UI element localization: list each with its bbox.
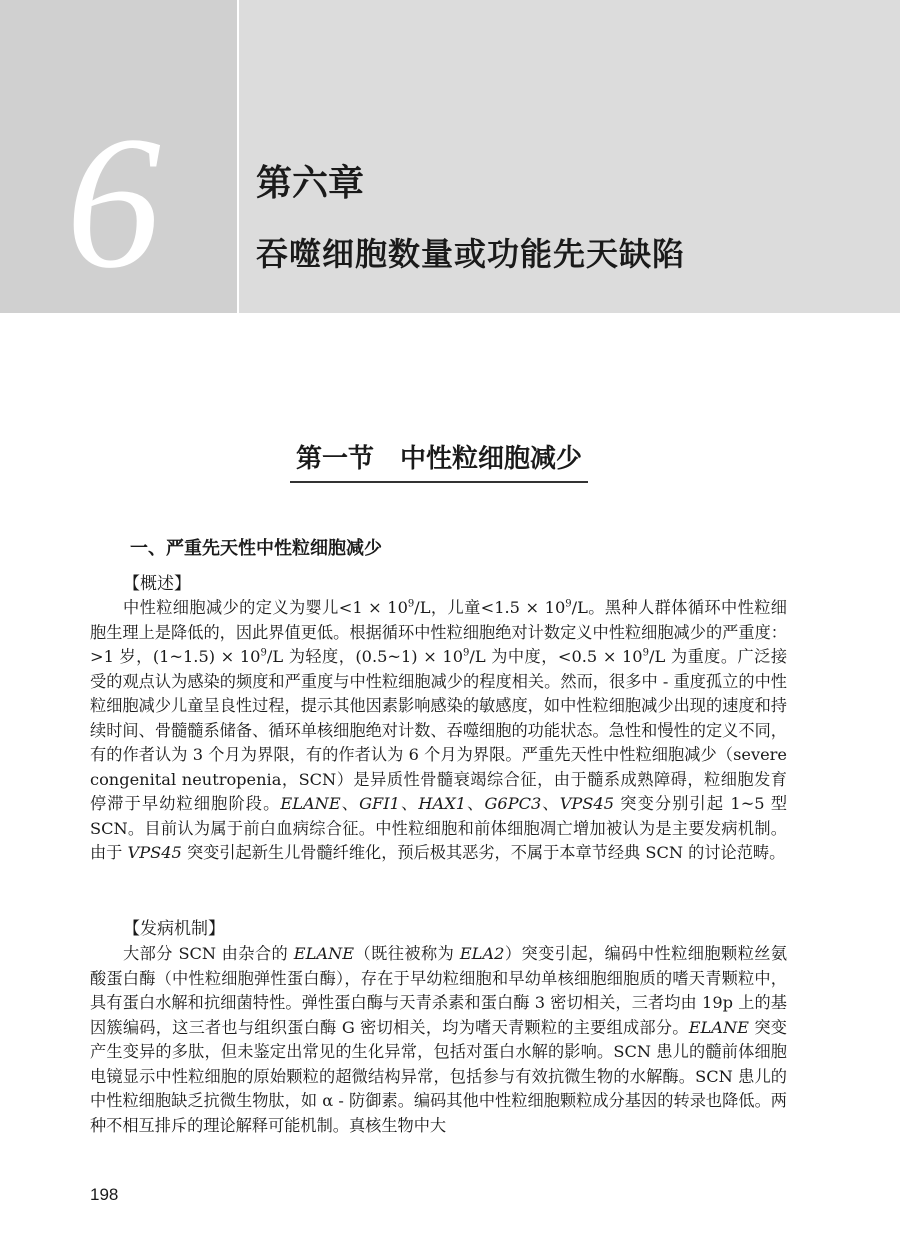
pathogenesis-heading: 【发病机制】 [123,919,225,939]
chapter-title: 吞噬细胞数量或功能先天缺陷 [256,235,686,273]
pathogenesis-paragraph: 大部分 SCN 由杂合的 ELANE（既往被称为 ELA2）突变引起，编码中性粒细胞颗粒丝氨酸蛋白酶（中性粒细胞弹性蛋白酶），存在于早幼粒细胞和早幼单核细胞细胞质的嗜天青颗粒中，具有蛋白水解和抗细菌特性。弹性蛋白酶与天青杀素和蛋白酶 3 密切相关，三者均由 19p 上的基因簇编码，这三者也与组织蛋白酶 G 密切相关，均为嗜天青颗粒的主要组成部分。ELANE 突变产生变异的多肽，但未鉴定出常见的生化异常，包括对蛋白水解的影响。SCN 患儿的髓前体细胞电镜显示中性粒细胞的原始颗粒的超微结构异常，包括参与有效抗微生物的水解酶。SCN 患儿的中性粒细胞缺乏抗微生物肽，如 α - 防御素。编码其他中性粒细胞颗粒成分基因的转录也降低。两种不相互排斥的理论解释可能机制。真核生物中大 [90,944,788,1135]
chapter-label: 第六章 [256,163,365,204]
overview-paragraph: 中性粒细胞减少的定义为婴儿$<1 \times 10^9/L$，儿童$<1.5 \times 10^9/L$。黑种人群体循环中性粒细胞生理上是降低的，因此界值更低。根据循环中性粒细胞绝对计数定义中性粒细胞减少的严重度：>1 岁，(1~1.5) × $10^9/L$ 为轻度，(0.5~1) × $10^9/L$ 为中度，$<0.5 \times 10^9/L$ 为重度。广泛接受的观点认为感染的频度和严重度与中性粒细胞减少的程度相关。然而，很多中 - 重度孤立的中性粒细胞减少儿童呈良性过程，提示其他因素影响感染的敏感度，如中性粒细胞减少出现的速度和持续时间、骨髓髓系储备、循环单核细胞绝对计数、吞噬细胞的功能状态。急性和慢性的定义不同，有的作者认为 3 个月为界限，有的作者认为 6 个月为界限。严重先天性中性粒细胞减少（severe congenital neutropenia，SCN）是异质性骨髓衰竭综合征，由于髓系成熟障碍，粒细胞发育停滞于早幼粒细胞阶段。ELANE、GFI1、HAX1、G6PC3、VPS45 突变分别引起 1~5 型 SCN。目前认为属于前白血病综合征。中性粒细胞和前体细胞凋亡增加被认为是主要发病机制。由于 VPS45 突变引起新生儿骨髓纤维化，预后极其恶劣，不属于本章节经典 SCN 的讨论范畴。 [90,598,788,862]
subsection-title: 一、严重先天性中性粒细胞减少 [130,538,382,559]
section-title-underline [290,481,588,483]
header-divider [237,0,239,313]
page-number: 198 [90,1185,119,1204]
section-title: 第一节 中性粒细胞减少 [295,444,582,474]
chapter-number-panel [0,0,237,313]
overview-heading: 【概述】 [123,574,191,594]
chapter-number: 6 [66,98,161,308]
